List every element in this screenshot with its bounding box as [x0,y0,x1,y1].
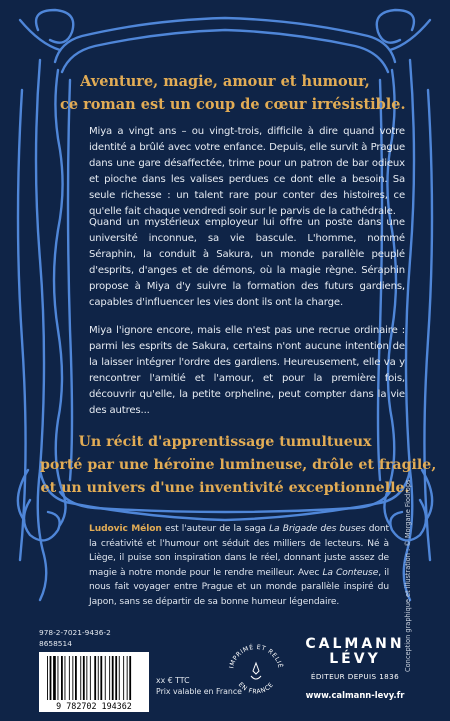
tagline-line-2: ce roman est un coup de cœur irrésistible. [60,96,406,113]
isbn-number: 978-2-7021-9436-2 [39,628,111,637]
synopsis-paragraph-1: Miya a vingt ans – ou vingt-trois, difficile à dire quand votre identité a brûlé avec votre enfance. Depuis, elle survit à Prague dans une gare désaffectée, trime pour un patron de bar odieux et pioche dans les valises perdues ce dont elle a besoin. Sa seule richesse : un talent rare pour conter des histoires, ce qu'elle fait chaque vendredi soir sur le parvis de la cathédrale. [89,126,405,217]
tagline [60,70,406,116]
closing-line-1: Un récit d'apprentissage tumultueux [78,434,372,450]
price-note: Prix valable en France [156,687,242,696]
book-title: La Conteuse [322,567,379,578]
barcode-digits: 9 782702 194362 [56,701,132,711]
synopsis-paragraph-2: Quand un mystérieux employeur lui offre un poste dans une université inconnue, sa vie bascule. L'homme, nommé Séraphin, la conduit à Sakura, un monde parallèle peuplé d'esprits, d'anges et de démons, où la magie règne. Séraphin propose à Miya d'y suivre la formation des futurs gardiens, capables d'influencer les vies dont ils ont la charge. [89,217,405,308]
isbn-info [39,627,111,649]
publisher-logo-line-2: LÉVY [329,651,381,667]
publisher-since: ÉDITEUR DEPUIS 1836 [310,672,400,681]
author-name: Ludovic Mélon [89,524,162,534]
seal-bottom-text: EN FRANCE [236,681,276,696]
printed-in-france-seal [225,638,287,708]
barcode [39,652,149,712]
tagline-line-1: Aventure, magie, amour et humour, [80,73,370,90]
publisher-block [305,637,405,700]
author-bio-text-2: dont la créativité et l'humour ont séduit des milliers de lecteurs. Né à Liège, il puise son inspiration dans le réel, donnant juste assez de magie à notre monde pour le rendre meilleur. Avec [89,524,390,578]
author-bio [89,522,389,610]
author-bio-text-3: , il nous fait voyager entre Prague et un monde parallèle inspiré du Japon, sans se départir de sa bonne humeur légendaire. [89,567,389,607]
seal-top-text: IMPRIMÉ ET RELIÉ [228,643,284,670]
closing-line-2: porté par une héroïne lumineuse, drôle et fragile, [40,457,437,473]
author-bio-text-1: est l'auteur de la saga [161,524,270,534]
synopsis-paragraph-3: Miya l'ignore encore, mais elle n'est pas une recrue ordinaire : parmi les esprits de Sakura, certains n'ont aucune intention de la laisser intégrer l'ordre des gardiens. Heureusement, elle va y rencontrer l'amitié et l'amour, et pour la première fois, découvrir qu'elle, la petite orpheline, peut compter dans la vie des autres... [89,325,405,416]
product-code: 8658514 [39,639,72,648]
price: xx € TTC [156,676,190,685]
closing-blurb [40,431,437,500]
closing-line-3: et un univers d'une inventivité exceptionnelle. [40,480,410,496]
design-credits: Conception graphique et illustration : © Morgane Fiodrops [404,479,412,672]
svg-text:EN FRANCE [237,681,275,695]
barcode-image [39,652,149,712]
publisher-website: www.calmann-levy.fr [305,690,405,700]
series-title: La Brigade des buses [269,524,366,534]
publisher-logo-line-1: CALMANN [305,636,405,652]
